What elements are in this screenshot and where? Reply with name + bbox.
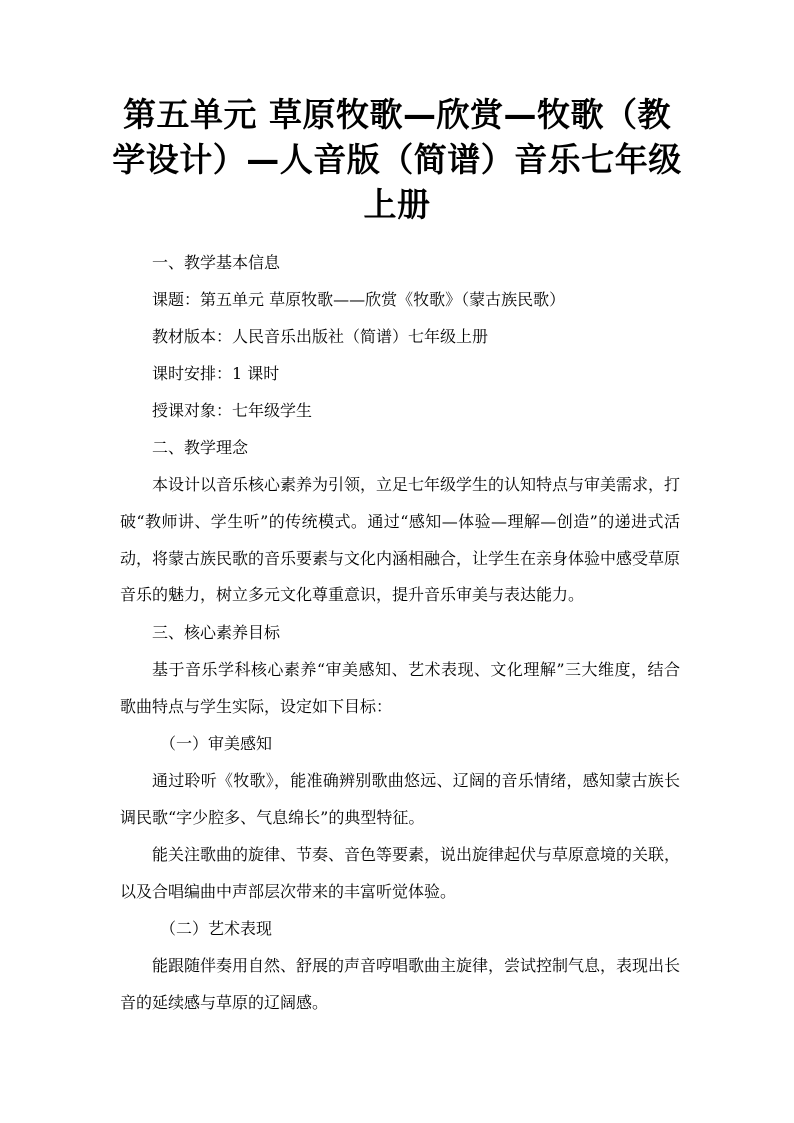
section-3-heading: 三、核心素养目标 — [152, 623, 281, 642]
subsection-2-paragraph-1: 能跟随伴奏用自然、舒展的声音哼唱歌曲主旋律，尝试控制气息，表现出长音的延续感与草原的辽阔感。 — [120, 956, 681, 1012]
textbook-edition-line: 教材版本：人民音乐出版社（简谱）七年级上册 — [152, 327, 489, 346]
subsection-1-heading: （一）审美感知 — [160, 734, 273, 753]
subsection-1-paragraph-2: 能关注歌曲的旋律、节奏、音色等要素，说出旋律起伏与草原意境的关联，以及合唱编曲中声部层次带来的丰富听觉体验。 — [120, 845, 681, 901]
audience-line: 授课对象：七年级学生 — [152, 401, 313, 420]
section-3-intro: 基于音乐学科核心素养“审美感知、艺术表现、文化理解”三大维度，结合歌曲特点与学生实际，设定如下目标： — [120, 660, 680, 716]
document-title: 第五单元 草原牧歌—欣赏—牧歌（教学设计）—人音版（简谱）音乐七年级上册 — [112, 95, 682, 224]
section-2-heading: 二、教学理念 — [152, 438, 249, 457]
section-1-heading: 一、教学基本信息 — [152, 253, 281, 272]
lesson-title-line: 课题：第五单元 草原牧歌——欣赏《牧歌》（蒙古族民歌） — [152, 290, 566, 309]
subsection-2-heading: （二）艺术表现 — [160, 919, 273, 938]
section-2-paragraph: 本设计以音乐核心素养为引领，立足七年级学生的认知特点与审美需求，打破“教师讲、学生听”的传统模式。通过“感知—体验—理解—创造”的递进式活动，将蒙古族民歌的音乐要素与文化内涵相融合，让学生在亲身体验中感受草原音乐的魅力，树立多元文化尊重意识，提升音乐审美与表达能力。 — [120, 475, 681, 605]
subsection-1-paragraph-1: 通过聆听《牧歌》，能准确辨别歌曲悠远、辽阔的音乐情绪，感知蒙古族长调民歌“字少腔多、气息绵长”的典型特征。 — [120, 771, 680, 827]
class-hours-line: 课时安排：1 课时 — [152, 364, 280, 383]
